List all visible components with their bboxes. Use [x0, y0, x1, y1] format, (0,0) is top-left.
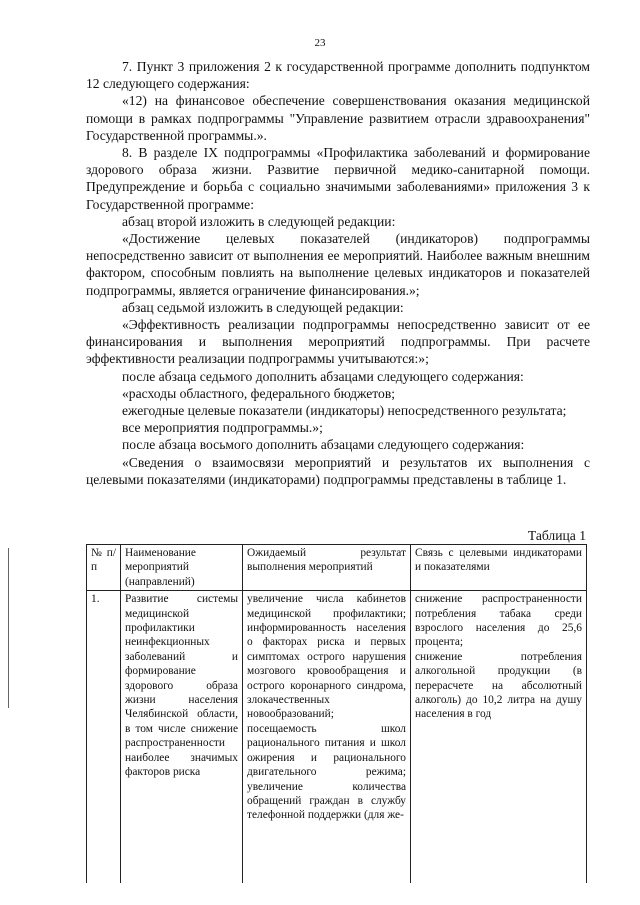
header-cell-activities: Наименование мероприятий (направлений) [121, 545, 243, 591]
paragraph: «Эффективность реализации подпрограммы непосредственно зависит от ее финансирования и выполнения мероприятий подпрограммы. При расчете эффективности реализации подпрограммы учитываются:»; [86, 317, 590, 367]
document-body [86, 58, 590, 488]
paragraph: абзац второй изложить в следующей редакции: [122, 213, 396, 229]
paragraph: все мероприятия подпрограммы.»; [122, 420, 323, 436]
paragraph: 8. В разделе IX подпрограммы «Профилактика заболеваний и формирование здорового образа жизни. Развитие первичной медико-санитарной помощи. Предупреждение и борьба с социально значимыми заболеваниями» приложения 3 к Государственной программе: [86, 145, 590, 212]
table-header-row [87, 545, 587, 591]
table-row [87, 591, 587, 884]
paragraph: «расходы областного, федерального бюджетов; [122, 385, 396, 401]
paragraph: ежегодные целевые показатели (индикаторы) непосредственного результата; [122, 403, 567, 419]
page-number: 23 [314, 37, 326, 49]
cell-indicators: снижение распространенности потребления табака среди взрослого населения до 25,6 процента; снижение потребления алкогольной продукции (в перерасчете на абсолютный алкоголь) до 10,2 литра на душу населения в год [411, 591, 587, 884]
paragraph: 7. Пункт 3 приложения 2 к государственной программе дополнить подпунктом 12 следующего содержания: [86, 59, 590, 92]
cell-activity: Развитие системы медицинской профилактики неинфекционных заболеваний и формирование здорового образа жизни населения Челябинской области, в том числе снижение распространенности наиболее значимых факторов риска [121, 591, 243, 884]
paragraph: после абзаца восьмого дополнить абзацами следующего содержания: [122, 437, 525, 453]
table-caption: Таблица 1 [527, 528, 586, 543]
header-cell-indicators: Связь с целевыми индикаторами и показателями [411, 545, 587, 591]
paragraph: «12) на финансовое обеспечение совершенствования оказания медицинской помощи в рамках подпрограммы "Управление развитием отрасли здравоохранения" Государственной программы.». [86, 93, 590, 143]
paragraph: «Достижение целевых показателей (индикаторов) подпрограммы непосредственно зависит от выполнения ее мероприятий. Наиболее важным внешним фактором, способным повлиять на выполнение целевых индикаторов и показателей подпрограммы, является ограничение финансирования.»; [86, 231, 590, 298]
data-table [86, 544, 587, 883]
header-cell-number: № п/п [87, 545, 121, 591]
scan-margin-mark [8, 548, 9, 708]
paragraph: после абзаца седьмого дополнить абзацами следующего содержания: [122, 368, 524, 384]
cell-expected-result: увеличение числа кабинетов медицинской профилактики; информированность населения о факторах риска и первых симптомах острого нарушения мозгового кровообращения и острого коронарного синдрома, злокачественных новообразований; посещаемость школ рационального питания и школ ожирения и рационального двигательного режима; увеличение количества обращений граждан в службу телефонной поддержки (для же- [243, 591, 411, 884]
cell-number: 1. [87, 591, 121, 884]
header-cell-expected-result: Ожидаемый результат выполнения мероприятий [243, 545, 411, 591]
paragraph: абзац седьмой изложить в следующей редакции: [122, 299, 404, 315]
paragraph: «Сведения о взаимосвязи мероприятий и результатов их выполнения с целевыми показателями (индикаторами) подпрограммы представлены в таблице 1. [86, 454, 590, 487]
